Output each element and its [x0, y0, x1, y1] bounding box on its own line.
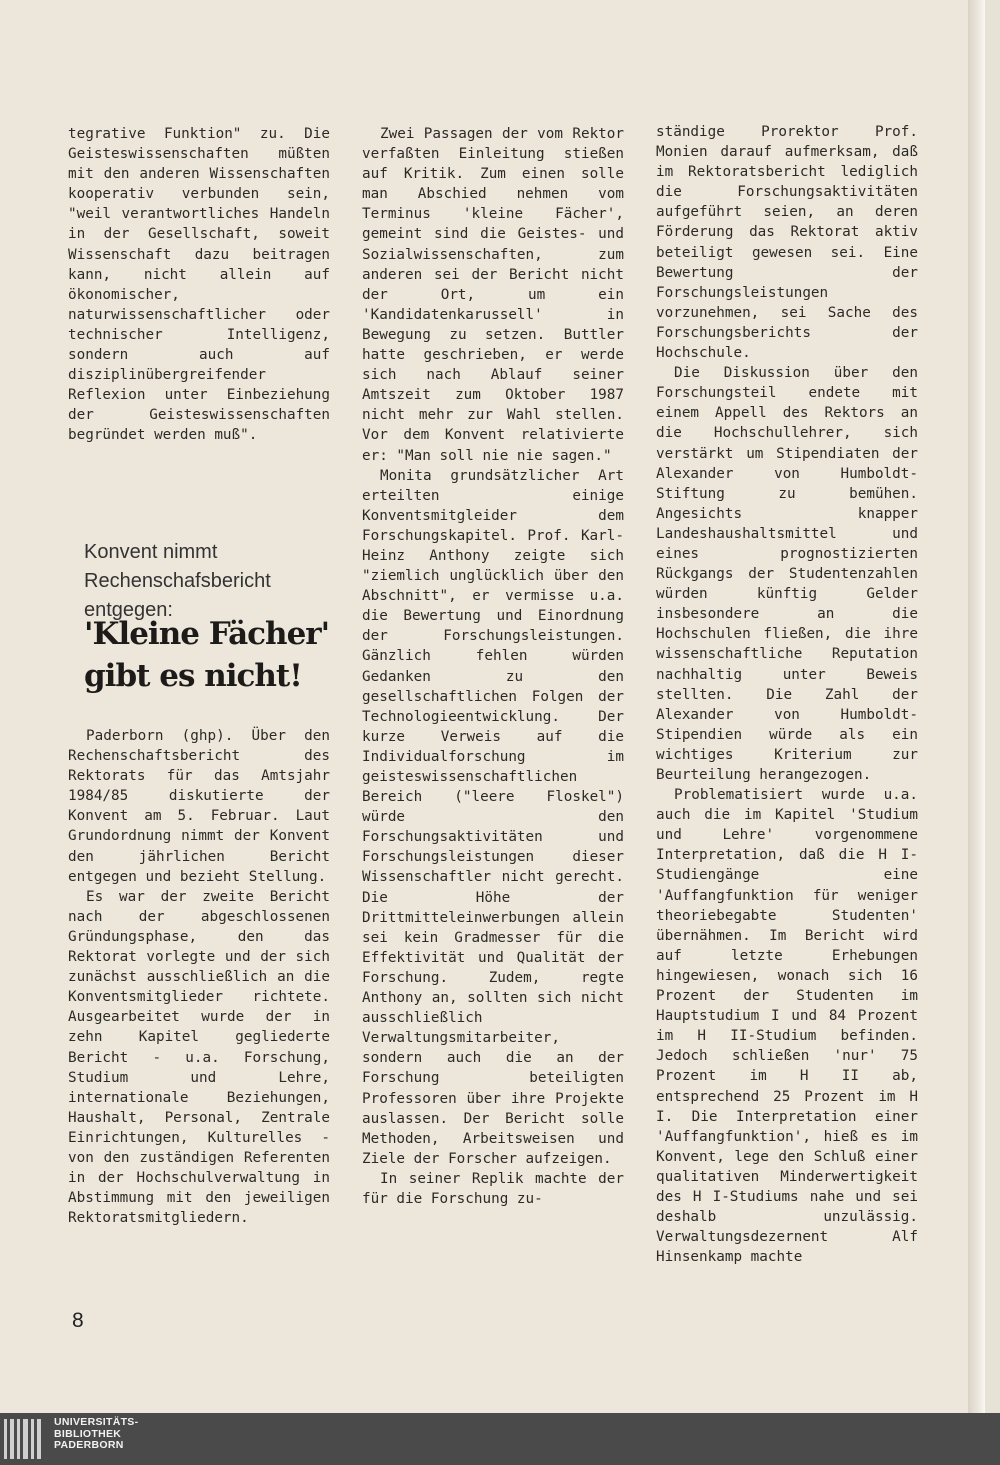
- column-3: [656, 122, 918, 1267]
- logo-line: UNIVERSITÄTS-: [54, 1416, 139, 1428]
- paragraph: tegrative Funktion" zu. Die Geisteswissenschaften müßten mit den anderen Wissenschaften kooperativ verbunden sein, "weil verantwortliches Handeln in der Gesellschaft, soweit Wissenschaft dazu beitragen kann, nicht allein auf ökonomischer, naturwissenschaftlicher oder technischer Intelligenz, sondern auch auf disziplinübergreifender Reflexion unter Einbeziehung der Geisteswissenschaften begründet werden muß".: [68, 126, 330, 444]
- column-1-top: [68, 124, 330, 446]
- logo-line: PADERBORN: [54, 1439, 124, 1451]
- paragraph: Zwei Passagen der vom Rektor verfaßten Einleitung stießen auf Kritik. Zum einen solle man Abschied nehmen vom Terminus 'kleine Fächer', gemeint sind die Geistes- und Sozialwissenschaften, zum anderen sei der Bericht nicht der Ort, um ein 'Kandidatenkarussell' in Bewegung zu setzen. Buttler hatte geschrieben, er werde sich nach Ablauf seiner Amtszeit zum Oktober 1987 nicht mehr zur Wahl stellen. Vor dem Konvent relativierte er: "Man soll nie nie sagen.": [362, 126, 624, 464]
- paragraph: ständige Prorektor Prof. Monien darauf aufmerksam, daß im Rektoratsbericht lediglich die Forschungsaktivitäten aufgeführt seien, an deren Förderung das Rektorat aktiv beteiligt gewesen sei. Eine Bewertung der Forschungsleistungen vorzunehmen, sei Sache des Forschungsberichts der Hochschule.: [656, 124, 918, 362]
- page-edge: [968, 0, 985, 1413]
- library-logo-icon: [4, 1419, 44, 1459]
- kicker: Konvent nimmt Rechenschafsbericht entgegen:: [84, 541, 271, 621]
- paragraph: Es war der zweite Bericht nach der abgeschlossenen Gründungsphase, den das Rektorat vorlegte und der sich zunächst ausschließlich an die Konventsmitglieder richtete. Ausgearbeitet wurde der in zehn Kapitel gegliederte Bericht - u.a. Forschung, Studium und Lehre, internationale Beziehungen, Haushalt, Personal, Zentrale Einrichtungen, Kulturelles - von den zuständigen Referenten in der Hochschulverwaltung in Abstimmung mit den jeweiligen Rektoratsmitgliedern.: [68, 888, 330, 1227]
- library-logo-text: [54, 1417, 138, 1452]
- paragraph: In seiner Replik machte der für die Forschung zu-: [362, 1170, 624, 1207]
- headline: 'Kleine Fächer' gibt es nicht!: [84, 616, 330, 694]
- page-number: 8: [72, 1309, 84, 1332]
- paragraph: Paderborn (ghp). Über den Rechenschaftsbericht des Rektorats für das Amtsjahr 1984/85 diskutierte der Konvent am 5. Februar. Laut Grundordnung nimmt der Konvent den jährlichen Bericht entgegen und bezieht Stellung.: [68, 728, 330, 885]
- paragraph: Problematisiert wurde u.a. auch die im Kapitel 'Studium und Lehre' vorgenommene Interpretation, daß die H I-Studiengänge eine 'Auffangfunktion für weniger theoriebegabte Studenten' übernähmen. Im Bericht wird auf letzte Erhebungen hingewiesen, wonach sich 16 Prozent der Studenten im Hauptstudium I und 84 Prozent im H II-Studium befinden. Jedoch schließen 'nur' 75 Prozent im H II ab, entsprechend 25 Prozent im H I. Die Interpretation einer 'Auffangfunktion', hieß es im Konvent, lege den Schluß einer qualitativen Minderwertigkeit des H I-Studiums nahe und sei deshalb unzulässig. Verwaltungsdezernent Alf Hinsenkamp machte: [656, 787, 918, 1266]
- library-footer: [0, 1413, 1000, 1465]
- logo-line: BIBLIOTHEK: [54, 1427, 122, 1440]
- column-2: [362, 124, 624, 1209]
- paragraph: Monita grundsätzlicher Art erteilten einige Konventsmitgleider dem Forschungskapitel. Prof. Karl-Heinz Anthony zeigte sich "ziemlich unglücklich über den Abschnitt", er vermisse u.a. die Bewertung und Einordnung der Forschungsleistungen. Gänzlich fehlen würden Gedanken zu den gesellschaftlichen Folgen der Technologieentwicklung. Der kurze Verweis auf die Individualforschung im geisteswissenschaftlichen Bereich ("leere Floskel") würde den Forschungsaktivitäten und Forschungsleistungen dieser Wissenschaftler nicht gerecht. Die Höhe der Drittmitteleinwerbungen allein sei kein Gradmesser für die Effektivität und Qualität der Forschung. Zudem, regte Anthony an, sollten sich nicht ausschließlich Verwaltungsmitarbeiter, sondern auch die an der Forschung beteiligten Professoren über ihre Projekte auslassen. Der Bericht solle Methoden, Arbeitsweisen und Ziele der Forscher aufzeigen.: [362, 467, 624, 1167]
- column-1-bottom: [68, 726, 330, 1228]
- paragraph: Die Diskussion über den Forschungsteil endete mit einem Appell des Rektors an die Hochschullehrer, sich verstärkt um Stipendiaten der Alexander von Humboldt-Stiftung zu bemühen. Angesichts knapper Landeshaushaltsmittel und eines prognostizierten Rückgangs der Studentenzahlen würden künftig Gelder insbesondere an die Hochschulen fließen, die ihre wissenschaftliche Reputation nachhaltig unter Beweis stellten. Die Zahl der Alexander von Humboldt-Stipendien würde als ein wichtiges Kriterium zur Beurteilung herangezogen.: [656, 365, 918, 783]
